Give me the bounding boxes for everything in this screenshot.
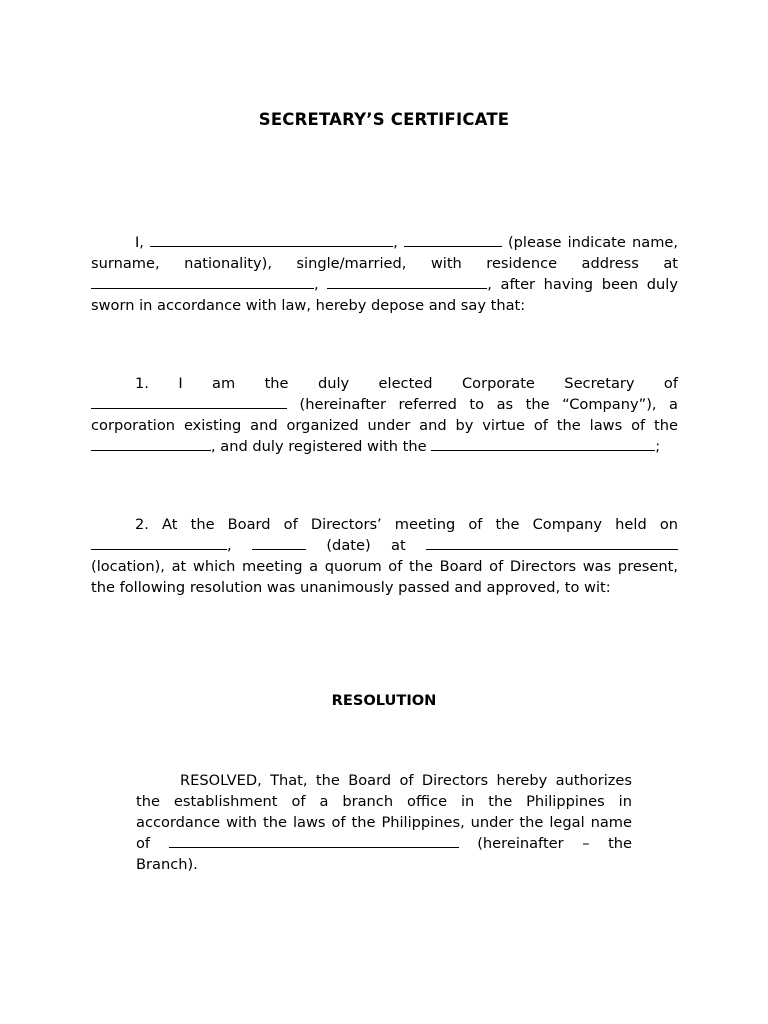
resolution-heading: RESOLUTION <box>331 692 437 709</box>
company-name-blank[interactable] <box>91 394 287 409</box>
intro-text-1: I, <box>135 234 144 251</box>
address-blank-2[interactable] <box>327 274 487 289</box>
resolved-text-2: (hereinafter – the Branch). <box>136 835 633 873</box>
item-1-paragraph <box>91 373 678 457</box>
item-1-text-1: 1. I am the duly elected Corporate Secretary of <box>135 375 678 392</box>
item-1-text-4: ; <box>655 438 661 455</box>
item-2-paragraph <box>91 514 678 598</box>
intro-text-4: , <box>314 276 319 293</box>
address-blank-1[interactable] <box>91 274 314 289</box>
meeting-date-blank[interactable] <box>91 535 227 550</box>
location-blank[interactable] <box>426 535 678 550</box>
nationality-blank[interactable] <box>404 232 502 247</box>
intro-text-5: , after having been duly sworn in accordance with law, hereby depose and say that: <box>91 276 678 314</box>
intro-text-3: (please indicate name, surname, nationality), single/married, with residence address at <box>91 234 679 272</box>
intro-paragraph <box>91 232 678 316</box>
resolution-paragraph <box>136 770 632 875</box>
item-2-text-3: (date) at <box>326 537 406 554</box>
year-blank[interactable] <box>252 535 306 550</box>
legal-name-blank[interactable] <box>169 833 459 848</box>
item-2-text-1: 2. At the Board of Directors’ meeting of the Company held on <box>135 516 678 533</box>
name-blank[interactable] <box>150 232 393 247</box>
item-2-text-2: , <box>227 537 232 554</box>
country-blank[interactable] <box>91 436 211 451</box>
intro-text-2: , <box>393 234 398 251</box>
item-1-text-2: (hereinafter referred to as the “Company”), a corporation existing and organized under and by virtue of the laws of the <box>91 396 678 434</box>
document-title: SECRETARY’S CERTIFICATE <box>258 110 510 129</box>
item-1-text-3: , and duly registered with the <box>211 438 427 455</box>
item-2-text-4: (location), at which meeting a quorum of the Board of Directors was present, the following resolution was unanimously passed and approved, to wit: <box>91 558 678 596</box>
resolved-text-1: RESOLVED, That, the Board of Directors hereby authorizes the establishment of a branch office in the Philippines in accordance with the laws of the Philippines, under the legal name of <box>136 772 632 852</box>
registry-blank[interactable] <box>431 436 655 451</box>
